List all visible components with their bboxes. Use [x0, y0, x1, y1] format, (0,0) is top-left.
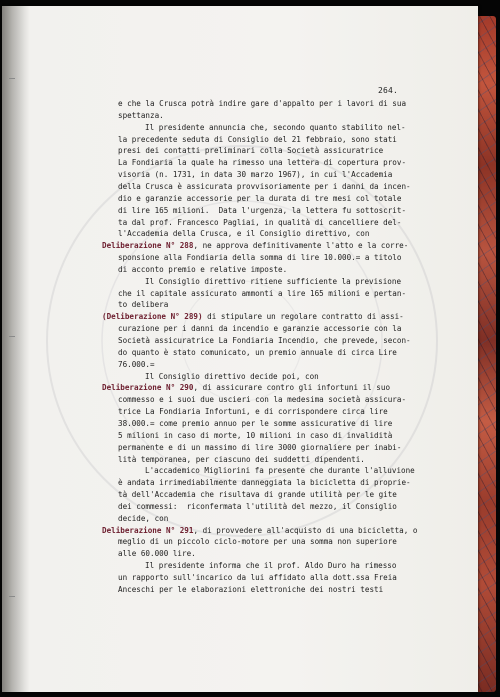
text-line: [118, 477, 411, 488]
bound-volume: [0, 6, 496, 692]
line-text: alle 60.000 lire.: [118, 549, 196, 559]
text-line: [118, 217, 401, 228]
line-text: è andata irrimediabilmente danneggiata la bicicletta di proprie-: [118, 478, 411, 488]
line-text: visoria (n. 1731, in data 30 marzo 1967), in cui l'Accademia: [118, 170, 393, 180]
deliberation-line: [102, 382, 390, 393]
text-line: [145, 560, 396, 571]
text-line: [118, 394, 406, 405]
line-text: la precedente seduta di Consiglio del 21 febbraio, sono stati: [118, 134, 397, 144]
deliberation-line: [102, 311, 404, 322]
binding-fold-shadow: [2, 6, 30, 692]
line-text: permanente e di un massimo di lire 3000 giornaliere per inabi-: [118, 442, 402, 452]
line-text: che il capitale assicurato ammonti a lire 165 milioni e pertan-: [118, 288, 407, 298]
text-line: [118, 110, 164, 121]
text-line: [118, 181, 411, 192]
text-line: [118, 205, 406, 216]
text-line: [118, 299, 168, 310]
line-text: di lire 165 milioni. Data l'urgenza, la lettera fu sottoscrit-: [118, 205, 407, 215]
text-line: [145, 122, 406, 133]
text-line: [118, 359, 155, 370]
line-text: L'accademico Migliorini fa presente che durante l'alluvione: [145, 466, 415, 476]
text-line: [118, 347, 397, 358]
text-line: [118, 193, 401, 204]
margin-tick: [9, 336, 15, 337]
text-line: [118, 454, 365, 465]
text-line: [118, 430, 392, 441]
text-line: [145, 371, 319, 382]
text-line: [118, 98, 406, 109]
line-text: Il Consiglio direttivo ritiene sufficiente la previsione: [145, 276, 402, 286]
text-line: [118, 572, 397, 583]
line-text: presi dei contatti preliminari colla Società assicuratrice: [118, 146, 384, 156]
text-line: [118, 264, 287, 275]
text-line: [118, 335, 411, 346]
deliberation-line: [102, 525, 417, 536]
line-text: , di assicurare contro gli infortuni il suo: [193, 383, 391, 393]
line-text: della Crusca è assicurata provvisoriamente per i danni da incen-: [118, 181, 411, 191]
text-line: [118, 288, 406, 299]
text-line: [145, 276, 401, 287]
text-line: [118, 513, 168, 524]
deliberation-line: [102, 240, 408, 251]
page-number: 264.: [378, 86, 399, 95]
text-line: [118, 145, 383, 156]
line-text: un rapporto sull'incarico da lui affidato alla dott.ssa Freia: [118, 573, 397, 582]
line-text: 5 milioni in caso di morte, 10 milioni in caso di invalidità: [118, 430, 393, 440]
text-line: [118, 418, 392, 429]
line-text: sponsione alla Fondiaria della somma di lire 10.000.= a titolo: [118, 253, 402, 263]
line-text: , di provvedere all'acquisto di una bicicletta, o: [193, 525, 418, 535]
margin-tick: [9, 596, 15, 597]
text-line: [118, 536, 397, 547]
line-text: Il presidente informa che il prof. Aldo Duro ha rimesso: [145, 561, 397, 571]
deliberation-number: Deliberazione N° 288: [102, 241, 194, 251]
line-text: e che la Crusca potrà indire gare d'appalto per i lavori di sua: [118, 99, 407, 108]
line-text: trice La Fondiaria Infortuni, e di corrispondere circa lire: [118, 407, 388, 417]
text-line: [118, 584, 383, 595]
line-text: l'Accademia della Crusca, e il Consiglio direttivo, con: [118, 229, 370, 239]
line-text: , ne approva definitivamente l'atto e la corre-: [193, 241, 409, 251]
line-text: spettanza.: [118, 110, 164, 120]
line-text: 38.000.= come premio annuo per le somme assicurative di lire: [118, 418, 393, 428]
text-line: [118, 548, 196, 559]
text-line: [118, 501, 397, 512]
deliberation-number: Deliberazione N° 290: [102, 383, 194, 393]
text-line: [118, 252, 401, 263]
line-text: tà dell'Accademia che risultava di grande utilità per le gite: [118, 490, 397, 500]
line-text: commesso e i suoi due uscieri con la medesima società assicura-: [118, 395, 407, 405]
line-text: Società assicuratrice La Fondiaria Incendio, che prevede, secon-: [118, 336, 411, 345]
document-page: [2, 6, 478, 692]
line-text: dio e garanzie accessorie per la durata di tre mesi col totale: [118, 193, 402, 203]
line-text: di acconto premio e relative imposte.: [118, 264, 288, 274]
line-text: do quanto è stato comunicato, un premio annuale di circa Lire: [118, 347, 397, 357]
line-text: 76.000.=: [118, 359, 155, 369]
line-text: to delibera: [118, 300, 169, 310]
line-text: Il presidente annuncia che, secondo quanto stabilito nel-: [145, 122, 406, 132]
line-text: meglio di un piccolo ciclo-motore per una somma non superiore: [118, 537, 397, 547]
line-text: Anceschi per le elaborazioni elettroniche dei nostri testi: [118, 584, 384, 594]
line-text: decide, con: [118, 513, 169, 523]
text-line: [145, 465, 415, 476]
line-text: La Fondiaria la quale ha rimesso una lettera di copertura prov-: [118, 158, 407, 168]
deliberation-number: Deliberazione N° 291: [102, 525, 194, 535]
line-text: curazione per i danni da incendio e garanzie accessorie con la: [118, 324, 402, 334]
text-line: [118, 134, 397, 145]
margin-tick: [9, 78, 15, 79]
text-line: [118, 489, 397, 500]
text-line: [118, 323, 401, 334]
line-text: di stipulare un regolare contratto di assi-: [202, 312, 404, 322]
text-line: [118, 406, 388, 417]
line-text: Il Consiglio direttivo decide poi, con: [145, 371, 319, 381]
text-line: [118, 169, 392, 180]
text-line: [118, 442, 401, 453]
line-text: dei commessi: riconfermata l'utilità del mezzo, il Consiglio: [118, 501, 397, 511]
text-line: [118, 157, 406, 168]
text-line: [118, 228, 369, 239]
deliberation-number: (Deliberazione N° 289): [102, 312, 203, 322]
line-text: ta dal prof. Francesco Pagliai, in qualità di cancelliere del-: [118, 217, 402, 227]
line-text: lità temporanea, per ciascuno dei suddetti dipendenti.: [118, 454, 365, 464]
